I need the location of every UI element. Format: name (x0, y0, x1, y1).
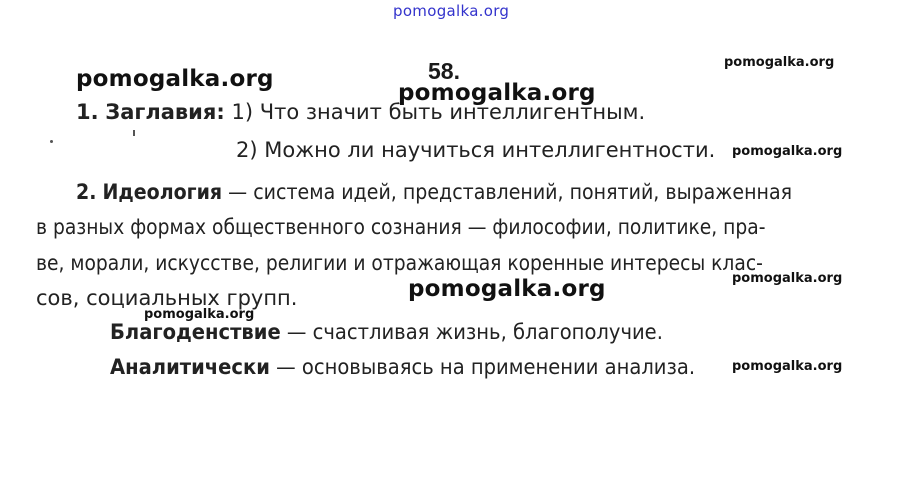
watermark-small-5: pomogalka.org (732, 359, 843, 374)
section2-line3: ве, морали, искусстве, религии и отражающая коренные интересы клас- (36, 251, 763, 275)
section1-line1 (76, 100, 645, 124)
watermark-small-2: pomogalka.org (732, 144, 843, 159)
section1-label: Заглавия: (105, 100, 225, 124)
section2-term: Идеология (102, 180, 223, 204)
page-number: 58. (428, 58, 460, 84)
section2-line1-text: — система идей, представлений, понятий, выраженная (222, 180, 793, 204)
watermark-small-3: pomogalka.org (732, 271, 843, 286)
watermark-large-middle: pomogalka.org (408, 276, 606, 302)
watermark-small-4: pomogalka.org (144, 307, 255, 322)
definition-text: — основываясь на применении анализа. (269, 355, 696, 379)
section2-line1 (76, 180, 792, 204)
watermark-small-1: pomogalka.org (724, 55, 835, 70)
watermark-large-center: pomogalka.org (398, 80, 596, 106)
section2-line2: в разных формах общественного сознания — философии, политике, пра- (36, 215, 766, 239)
section1-title2: 2) Можно ли научиться интеллигентности. (236, 138, 716, 162)
scan-speck (133, 130, 135, 136)
definition-term: Аналитически (110, 355, 270, 379)
definition-term: Благоденствие (110, 320, 281, 344)
section1-title1: 1) Что значит быть интеллигентным. (231, 100, 646, 124)
definition-item (110, 320, 663, 344)
definition-item (110, 355, 695, 379)
scan-speck (50, 140, 53, 143)
watermark-top: pomogalka.org (393, 2, 510, 20)
section2-number: 2. (76, 180, 97, 204)
section1-number: 1. (76, 100, 99, 124)
section2-line4: сов, социальных групп. (36, 286, 298, 310)
watermark-large-left: pomogalka.org (76, 66, 274, 92)
definition-text: — счастливая жизнь, благополучие. (280, 320, 663, 344)
